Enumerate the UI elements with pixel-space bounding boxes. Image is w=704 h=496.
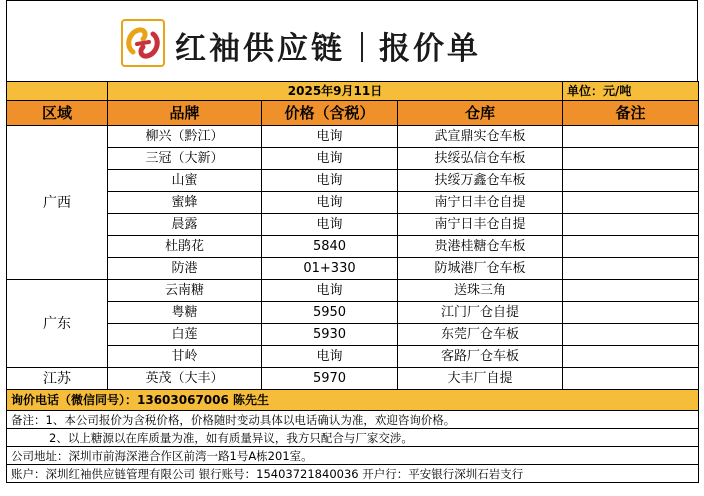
cell-warehouse: 扶绥万鑫仓车板 <box>398 170 563 192</box>
cell-brand: 三冠（大新） <box>108 148 262 170</box>
cell-warehouse: 南宁日丰仓自提 <box>398 214 563 236</box>
cell-remark <box>563 148 699 170</box>
cell-price: 电询 <box>262 126 398 148</box>
table-row <box>7 368 699 390</box>
cell-warehouse: 大丰厂自提 <box>398 368 563 390</box>
cell-brand: 白莲 <box>108 324 262 346</box>
account-row <box>7 465 699 483</box>
cell-warehouse: 客路厂仓车板 <box>398 346 563 368</box>
col-price: 价格（含税） <box>262 101 398 126</box>
cell-price: 电询 <box>262 170 398 192</box>
col-warehouse: 仓库 <box>398 101 563 126</box>
cell-price: 电询 <box>262 346 398 368</box>
region-guangxi: 广西 <box>7 126 108 280</box>
unit-label: 单位：元/吨 <box>563 82 699 101</box>
brand-title <box>175 23 481 68</box>
cell-remark <box>563 214 699 236</box>
cell-brand: 云南糖 <box>108 280 262 302</box>
cell-price: 5970 <box>262 368 398 390</box>
col-region: 区域 <box>7 101 108 126</box>
table-row <box>7 170 699 192</box>
table-row <box>7 258 699 280</box>
note-row <box>7 429 699 447</box>
cell-warehouse: 南宁日丰仓自提 <box>398 192 563 214</box>
cell-brand: 山蜜 <box>108 170 262 192</box>
cell-brand: 杜鹃花 <box>108 236 262 258</box>
cell-warehouse: 防城港厂仓车板 <box>398 258 563 280</box>
brand-name: 红袖供应链 <box>175 31 345 67</box>
note-row <box>7 411 699 429</box>
date-row <box>7 82 699 101</box>
table-row <box>7 280 699 302</box>
cell-brand: 晨露 <box>108 214 262 236</box>
note-line-1: 备注：1、本公司报价为含税价格，价格随时变动具体以电话确认为准，欢迎咨询价格。 <box>7 411 699 429</box>
cell-price: 电询 <box>262 192 398 214</box>
cell-warehouse: 武宣鼎实仓车板 <box>398 126 563 148</box>
cell-remark <box>563 258 699 280</box>
cell-price: 5950 <box>262 302 398 324</box>
cell-remark <box>563 324 699 346</box>
table-row <box>7 148 699 170</box>
cell-warehouse: 送珠三角 <box>398 280 563 302</box>
table-row <box>7 192 699 214</box>
col-remark: 备注 <box>563 101 699 126</box>
column-header-row <box>7 101 699 126</box>
cell-brand: 蜜蜂 <box>108 192 262 214</box>
date-blank <box>7 82 108 101</box>
cell-brand: 防港 <box>108 258 262 280</box>
quote-date: 2025年9月11日 <box>108 82 563 101</box>
cell-remark <box>563 302 699 324</box>
cell-remark <box>563 170 699 192</box>
sheet-header <box>6 0 698 81</box>
col-brand: 品牌 <box>108 101 262 126</box>
table-row <box>7 126 699 148</box>
note-line-2: 2、以上糖源以在库质量为准，如有质量异议，我方只配合与厂家交涉。 <box>7 429 699 447</box>
cell-warehouse: 江门厂仓自提 <box>398 302 563 324</box>
cell-remark <box>563 368 699 390</box>
contact-row <box>7 390 699 411</box>
cell-brand: 甘岭 <box>108 346 262 368</box>
table-row <box>7 214 699 236</box>
cell-price: 01+330 <box>262 258 398 280</box>
cell-price: 5930 <box>262 324 398 346</box>
address-row <box>7 447 699 465</box>
cell-remark <box>563 236 699 258</box>
contact-phone: 询价电话（微信同号）：13603067006 陈先生 <box>7 390 699 411</box>
cell-remark <box>563 126 699 148</box>
cell-brand: 粤糖 <box>108 302 262 324</box>
table-row <box>7 302 699 324</box>
table-row <box>7 236 699 258</box>
table-row <box>7 324 699 346</box>
cell-price: 电询 <box>262 214 398 236</box>
cell-brand: 英茂（大丰） <box>108 368 262 390</box>
cell-remark <box>563 346 699 368</box>
price-table <box>6 81 699 483</box>
cell-warehouse: 贵港桂糖仓车板 <box>398 236 563 258</box>
cell-price: 电询 <box>262 280 398 302</box>
cell-brand: 柳兴（黔江） <box>108 126 262 148</box>
table-row <box>7 346 699 368</box>
region-jiangsu: 江苏 <box>7 368 108 390</box>
company-address: 公司地址：深圳市前海深港合作区前湾一路1号A栋201室。 <box>7 447 699 465</box>
region-guangdong: 广东 <box>7 280 108 368</box>
cell-warehouse: 扶绥弘信仓车板 <box>398 148 563 170</box>
document-title: 报价单 <box>379 31 481 67</box>
bank-account: 账户：深圳红袖供应链管理有限公司 银行账号：15403721840036 开户行：平安银行深圳石岩支行 <box>7 465 699 483</box>
cell-price: 电询 <box>262 148 398 170</box>
cell-warehouse: 东莞厂仓车板 <box>398 324 563 346</box>
title-divider <box>361 32 363 62</box>
cell-price: 5840 <box>262 236 398 258</box>
cell-remark <box>563 280 699 302</box>
chain-logo-icon <box>119 16 167 70</box>
cell-remark <box>563 192 699 214</box>
price-sheet <box>6 0 698 483</box>
